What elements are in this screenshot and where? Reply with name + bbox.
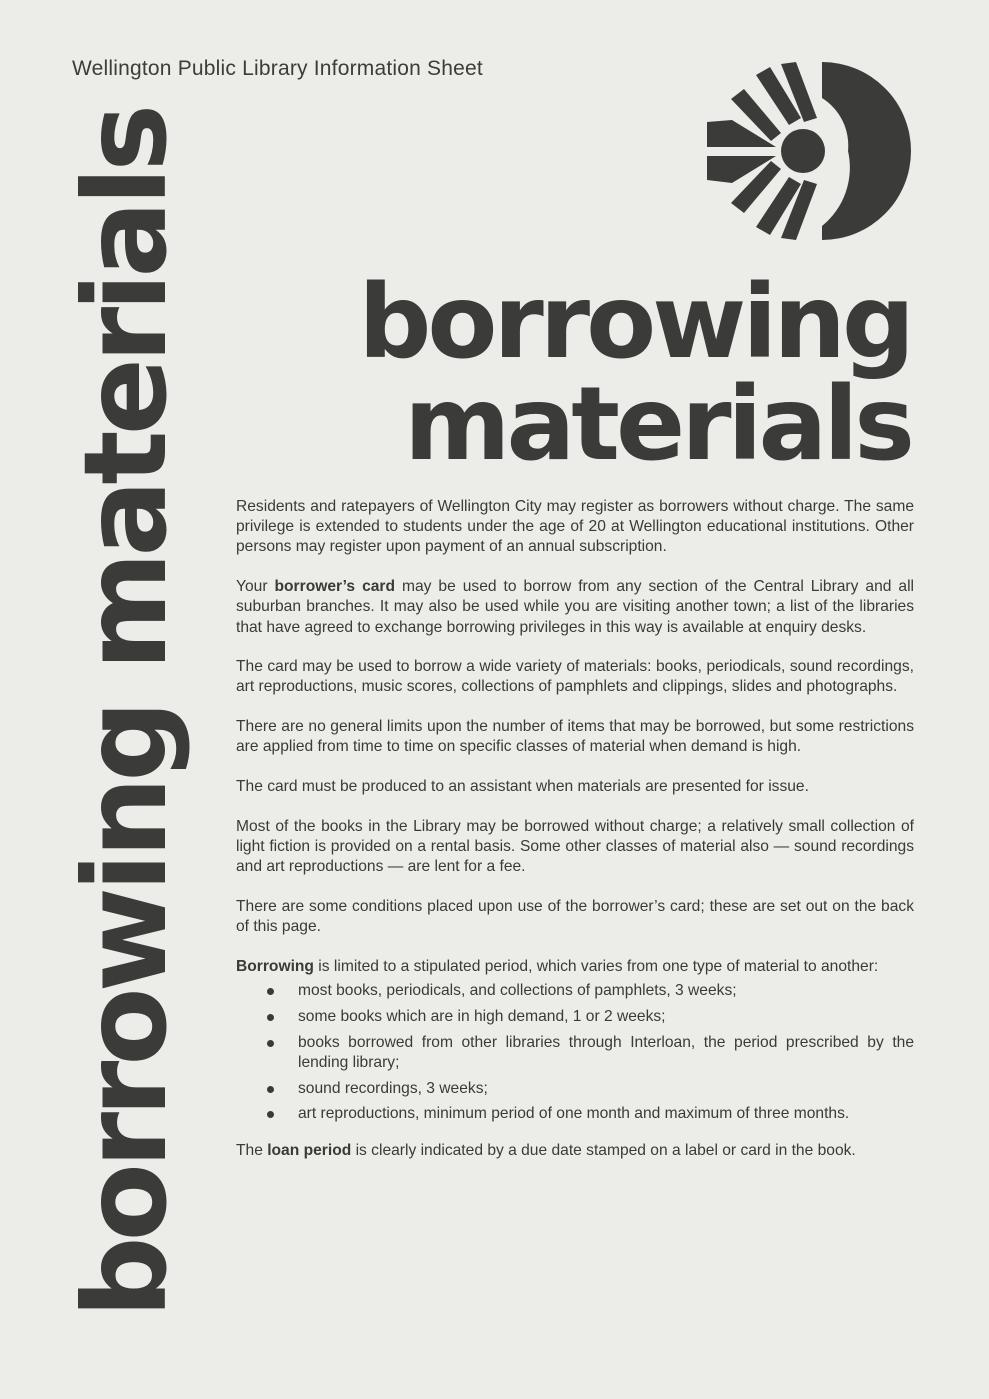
list-item: art reproductions, minimum period of one month and maximum of three months. bbox=[298, 1104, 914, 1124]
list-item: most books, periodicals, and collections of pamphlets, 3 weeks; bbox=[298, 981, 914, 1001]
paragraph-card-produced: The card must be produced to an assistant when materials are presented for issue. bbox=[236, 778, 809, 796]
main-title bbox=[358, 263, 911, 484]
list-item: some books which are in high demand, 1 or 2 weeks; bbox=[298, 1007, 914, 1027]
main-title-line-1: borrowing bbox=[358, 263, 911, 382]
paragraph-limits: There are no general limits upon the number of items that may be borrowed, but some restrictions are applied from time to time on specific classes of material when demand is high. bbox=[236, 718, 914, 756]
list-item: books borrowed from other libraries through Interloan, the period prescribed by the lending library; bbox=[298, 1033, 914, 1073]
vertical-title bbox=[59, 108, 192, 1318]
body-text bbox=[236, 497, 914, 1180]
borrowing-term: Borrowing bbox=[236, 957, 314, 975]
paragraph-charges: Most of the books in the Library may be borrowed without charge; a relatively small collection of light fiction is provided on a rental basis. Some other classes of material also — sound recordings and art reproductions — are lent for a fee. bbox=[236, 817, 914, 876]
vertical-title-text: borrowing materials bbox=[59, 108, 192, 1318]
main-title-line-2: materials bbox=[404, 365, 911, 484]
borrowers-card-term: borrower’s card bbox=[274, 578, 396, 596]
paragraph-materials: The card may be used to borrow a wide variety of materials: books, periodicals, sound recordings, art reproductions, music scores, collections of pamphlets and clippings, slides and photographs. bbox=[236, 658, 914, 696]
paragraph-borrowing-period: Borrowing is limited to a stipulated period, which varies from one type of material to another: bbox=[236, 957, 879, 975]
paragraph-registration: Residents and ratepayers of Wellington City may register as borrowers without charge. The same privilege is extended to students under the age of 20 at Wellington educational institutions. Other persons may register upon payment of an annual subscription. bbox=[236, 498, 914, 556]
paragraph-borrowers-card: Your borrower’s card may be used to borrow from any section of the Central Library and all suburban branches. It may also be used while you are visiting another town; a list of the libraries that have agreed to exchange borrowing privileges in this way is available at enquiry desks. bbox=[236, 578, 915, 636]
loan-period-list bbox=[236, 981, 914, 1125]
paragraph-conditions: There are some conditions placed upon use of the borrower’s card; these are set out on the back of this page. bbox=[236, 897, 914, 936]
loan-period-term: loan period bbox=[267, 1141, 352, 1159]
paragraph-loan-period: The loan period is clearly indicated by a due date stamped on a label or card in the book. bbox=[236, 1141, 856, 1159]
library-logo-icon bbox=[703, 62, 911, 240]
sheet-header: Wellington Public Library Information Sheet bbox=[72, 57, 483, 80]
list-item: sound recordings, 3 weeks; bbox=[298, 1079, 914, 1099]
